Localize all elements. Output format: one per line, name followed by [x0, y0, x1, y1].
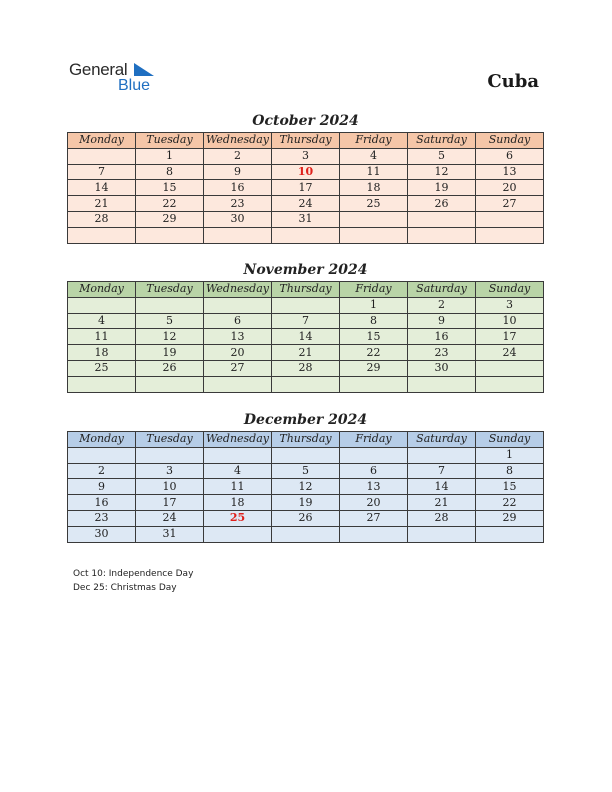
day-cell: 9 — [68, 479, 136, 495]
day-cell — [408, 376, 476, 392]
weekday-header: Monday — [68, 133, 136, 149]
day-cell: 1 — [476, 447, 544, 463]
day-cell: 4 — [340, 148, 408, 164]
weekday-header: Saturday — [408, 432, 476, 448]
week-row — [68, 227, 544, 243]
day-cell — [68, 447, 136, 463]
day-cell — [204, 376, 272, 392]
day-cell: 30 — [408, 360, 476, 376]
weekday-header: Sunday — [476, 133, 544, 149]
day-cell: 24 — [272, 196, 340, 212]
country-title: Cuba — [487, 71, 539, 92]
day-cell: 4 — [68, 313, 136, 329]
month-october — [67, 111, 544, 244]
day-cell: 7 — [68, 164, 136, 180]
day-cell — [340, 447, 408, 463]
day-cell — [408, 526, 476, 542]
month-december — [67, 410, 544, 543]
weekday-header: Thursday — [272, 133, 340, 149]
day-cell: 5 — [136, 313, 204, 329]
day-cell: 2 — [408, 297, 476, 313]
logo-text-blue: Blue — [118, 77, 151, 94]
day-cell: 2 — [68, 463, 136, 479]
day-cell: 23 — [68, 510, 136, 526]
week-row — [68, 447, 544, 463]
day-cell: 12 — [136, 329, 204, 345]
logo-triangle-icon — [134, 63, 154, 77]
week-row — [68, 211, 544, 227]
day-cell: 6 — [476, 148, 544, 164]
holiday-note: Oct 10: Independence Day — [73, 569, 194, 579]
day-cell: 5 — [272, 463, 340, 479]
day-cell — [340, 376, 408, 392]
day-cell: 18 — [68, 345, 136, 361]
weekday-header-row — [68, 282, 544, 298]
week-row — [68, 479, 544, 495]
day-cell: 28 — [68, 211, 136, 227]
day-cell: 3 — [476, 297, 544, 313]
day-cell: 20 — [476, 180, 544, 196]
calendar-body — [68, 148, 544, 243]
day-cell: 7 — [272, 313, 340, 329]
day-cell: 25 — [204, 510, 272, 526]
day-cell: 3 — [136, 463, 204, 479]
day-cell — [136, 297, 204, 313]
week-row — [68, 360, 544, 376]
day-cell: 21 — [68, 196, 136, 212]
day-cell: 13 — [340, 479, 408, 495]
day-cell: 6 — [204, 313, 272, 329]
holiday-note: Dec 25: Christmas Day — [73, 583, 177, 593]
weekday-header: Saturday — [408, 282, 476, 298]
day-cell: 15 — [340, 329, 408, 345]
day-cell: 14 — [68, 180, 136, 196]
day-cell: 1 — [136, 148, 204, 164]
day-cell — [204, 297, 272, 313]
day-cell — [272, 297, 340, 313]
day-cell: 7 — [408, 463, 476, 479]
day-cell — [340, 227, 408, 243]
day-cell: 19 — [136, 345, 204, 361]
day-cell: 29 — [340, 360, 408, 376]
logo-text-general: General — [69, 60, 128, 79]
day-cell: 4 — [204, 463, 272, 479]
week-row — [68, 345, 544, 361]
day-cell — [68, 376, 136, 392]
day-cell: 22 — [136, 196, 204, 212]
day-cell: 22 — [476, 495, 544, 511]
day-cell: 2 — [204, 148, 272, 164]
day-cell — [476, 376, 544, 392]
week-row — [68, 164, 544, 180]
day-cell — [204, 447, 272, 463]
day-cell: 10 — [136, 479, 204, 495]
day-cell — [204, 227, 272, 243]
day-cell — [476, 526, 544, 542]
day-cell: 27 — [476, 196, 544, 212]
day-cell — [68, 148, 136, 164]
day-cell: 30 — [204, 211, 272, 227]
day-cell: 5 — [408, 148, 476, 164]
weekday-header: Thursday — [272, 282, 340, 298]
day-cell: 18 — [204, 495, 272, 511]
day-cell: 20 — [340, 495, 408, 511]
day-cell: 16 — [204, 180, 272, 196]
day-cell — [136, 447, 204, 463]
week-row — [68, 148, 544, 164]
week-row — [68, 313, 544, 329]
day-cell — [476, 211, 544, 227]
day-cell: 18 — [340, 180, 408, 196]
weekday-header: Friday — [340, 282, 408, 298]
weekday-header: Tuesday — [136, 133, 204, 149]
day-cell — [136, 376, 204, 392]
day-cell: 17 — [272, 180, 340, 196]
weekday-header: Sunday — [476, 432, 544, 448]
day-cell: 21 — [272, 345, 340, 361]
day-cell: 22 — [340, 345, 408, 361]
day-cell: 11 — [68, 329, 136, 345]
day-cell: 6 — [340, 463, 408, 479]
day-cell: 17 — [136, 495, 204, 511]
day-cell: 14 — [408, 479, 476, 495]
day-cell: 13 — [476, 164, 544, 180]
day-cell: 17 — [476, 329, 544, 345]
holiday-notes — [73, 567, 193, 595]
weekday-header: Tuesday — [136, 432, 204, 448]
day-cell — [136, 227, 204, 243]
day-cell: 26 — [408, 196, 476, 212]
day-cell: 13 — [204, 329, 272, 345]
day-cell: 9 — [204, 164, 272, 180]
day-cell: 24 — [136, 510, 204, 526]
day-cell: 27 — [340, 510, 408, 526]
weekday-header: Friday — [340, 133, 408, 149]
calendar-table — [67, 431, 544, 543]
week-row — [68, 526, 544, 542]
day-cell — [476, 360, 544, 376]
weekday-header: Saturday — [408, 133, 476, 149]
weekday-header: Monday — [68, 432, 136, 448]
day-cell: 28 — [272, 360, 340, 376]
day-cell — [408, 227, 476, 243]
day-cell: 16 — [408, 329, 476, 345]
month-title: December 2024 — [243, 412, 368, 428]
day-cell — [272, 227, 340, 243]
day-cell: 23 — [204, 196, 272, 212]
day-cell: 23 — [408, 345, 476, 361]
week-row — [68, 463, 544, 479]
day-cell: 28 — [408, 510, 476, 526]
day-cell: 10 — [272, 164, 340, 180]
day-cell: 26 — [136, 360, 204, 376]
weekday-header: Tuesday — [136, 282, 204, 298]
day-cell — [476, 227, 544, 243]
day-cell: 24 — [476, 345, 544, 361]
week-row — [68, 376, 544, 392]
weekday-header-row — [68, 432, 544, 448]
week-row — [68, 196, 544, 212]
day-cell: 8 — [340, 313, 408, 329]
month-november — [67, 260, 544, 393]
day-cell: 15 — [476, 479, 544, 495]
weekday-header: Monday — [68, 282, 136, 298]
day-cell: 3 — [272, 148, 340, 164]
day-cell: 12 — [408, 164, 476, 180]
day-cell: 12 — [272, 479, 340, 495]
day-cell: 1 — [340, 297, 408, 313]
day-cell: 30 — [68, 526, 136, 542]
weekday-header: Friday — [340, 432, 408, 448]
weekday-header: Wednesday — [204, 133, 272, 149]
day-cell — [68, 227, 136, 243]
weekday-header-row — [68, 133, 544, 149]
day-cell — [408, 447, 476, 463]
day-cell — [204, 526, 272, 542]
weekday-header: Wednesday — [204, 282, 272, 298]
calendar-table — [67, 281, 544, 393]
day-cell — [272, 447, 340, 463]
day-cell: 25 — [68, 360, 136, 376]
day-cell: 26 — [272, 510, 340, 526]
day-cell: 9 — [408, 313, 476, 329]
day-cell: 8 — [476, 463, 544, 479]
month-title: November 2024 — [243, 262, 368, 278]
day-cell: 31 — [136, 526, 204, 542]
day-cell — [340, 526, 408, 542]
calendar-body — [68, 297, 544, 392]
week-row — [68, 510, 544, 526]
calendar-table — [67, 132, 544, 244]
weekday-header: Thursday — [272, 432, 340, 448]
day-cell: 14 — [272, 329, 340, 345]
day-cell — [340, 211, 408, 227]
day-cell: 11 — [340, 164, 408, 180]
day-cell: 21 — [408, 495, 476, 511]
day-cell: 11 — [204, 479, 272, 495]
generalblue-logo — [69, 60, 169, 96]
day-cell — [68, 297, 136, 313]
day-cell: 29 — [136, 211, 204, 227]
calendar-body — [68, 447, 544, 542]
day-cell: 19 — [272, 495, 340, 511]
day-cell: 20 — [204, 345, 272, 361]
day-cell: 19 — [408, 180, 476, 196]
day-cell — [272, 526, 340, 542]
day-cell: 27 — [204, 360, 272, 376]
week-row — [68, 329, 544, 345]
day-cell: 16 — [68, 495, 136, 511]
day-cell — [408, 211, 476, 227]
day-cell: 8 — [136, 164, 204, 180]
day-cell — [272, 376, 340, 392]
weekday-header: Sunday — [476, 282, 544, 298]
week-row — [68, 495, 544, 511]
week-row — [68, 297, 544, 313]
day-cell: 29 — [476, 510, 544, 526]
weekday-header: Wednesday — [204, 432, 272, 448]
day-cell: 25 — [340, 196, 408, 212]
day-cell: 15 — [136, 180, 204, 196]
month-title: October 2024 — [252, 113, 359, 129]
day-cell: 31 — [272, 211, 340, 227]
week-row — [68, 180, 544, 196]
day-cell: 10 — [476, 313, 544, 329]
